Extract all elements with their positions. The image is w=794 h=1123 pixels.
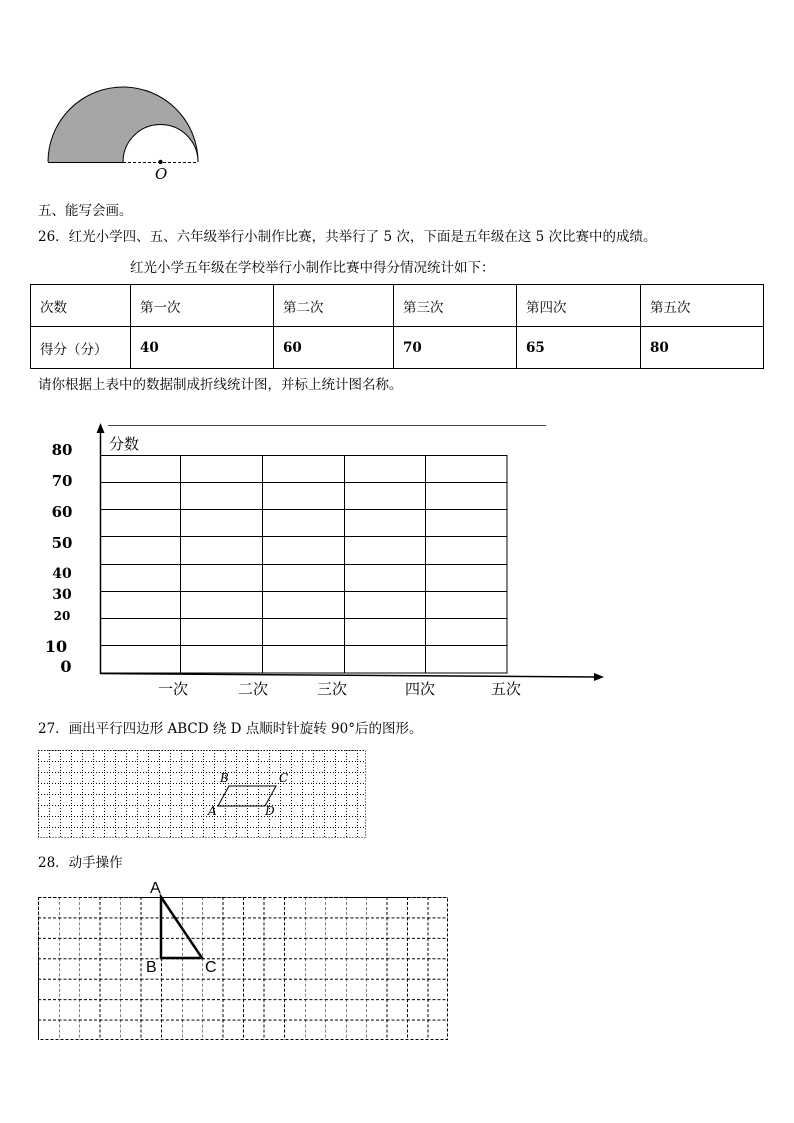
- y-axis-label: 分数: [109, 435, 140, 453]
- triangle-label-b: B: [146, 959, 157, 976]
- y-tick-label: 10: [44, 637, 68, 656]
- triangle-label-a: A: [150, 880, 161, 897]
- table-cell: 次数: [31, 285, 131, 327]
- table-cell: 第四次: [517, 285, 641, 327]
- table-cell: 70: [394, 327, 517, 369]
- x-tick-label: 二次: [237, 680, 268, 698]
- q27-prompt: 27．画出平行四边形 ABCD 绕 D 点顺时针旋转 90°后的图形。: [38, 721, 423, 737]
- vertex-label-c: C: [279, 771, 289, 785]
- y-tick-label: 40: [52, 566, 72, 582]
- q28-prompt: 28．动手操作: [38, 855, 123, 871]
- y-tick-label: 60: [51, 503, 73, 521]
- table-cell: 第二次: [274, 285, 394, 327]
- q26-prompt: 26．红光小学四、五、六年级举行小制作比赛，共举行了 5 次，下面是五年级在这 5 次比赛中的成绩。: [38, 229, 657, 245]
- x-tick-label: 一次: [157, 680, 188, 698]
- table-cell: 第三次: [394, 285, 517, 327]
- y-tick-label: 70: [51, 472, 73, 490]
- q26-table-caption: 红光小学五年级在学校举行小制作比赛中得分情况统计如下：: [130, 260, 495, 276]
- y-tick-label: 50: [51, 534, 73, 552]
- table-cell: 60: [274, 327, 394, 369]
- y-tick-label: 80: [51, 441, 73, 459]
- dashed-grid: [38, 897, 448, 1040]
- vertex-label-d: D: [265, 804, 275, 818]
- q26-instruction: 请你根据上表中的数据制成折线统计图，并标上统计图名称。: [38, 377, 403, 393]
- y-tick-label: 0: [60, 657, 72, 676]
- y-tick-label: 30: [52, 587, 72, 603]
- x-tick-label: 四次: [404, 680, 435, 698]
- table-cell: 40: [131, 327, 274, 369]
- table-cell: 得分（分）: [31, 327, 131, 369]
- vertex-label-b: B: [220, 771, 229, 785]
- table-cell: 第五次: [641, 285, 764, 327]
- vertex-label-a: A: [208, 804, 217, 818]
- table-cell: 80: [641, 327, 764, 369]
- y-tick-label: 20: [53, 609, 71, 623]
- center-label-o: O: [155, 165, 168, 183]
- triangle-label-c: C: [205, 959, 217, 976]
- x-tick-label: 五次: [490, 680, 521, 698]
- section-title: 五、能写会画。: [38, 203, 133, 219]
- table-cell: 65: [517, 327, 641, 369]
- x-tick-label: 三次: [316, 680, 347, 698]
- table-cell: 第一次: [131, 285, 274, 327]
